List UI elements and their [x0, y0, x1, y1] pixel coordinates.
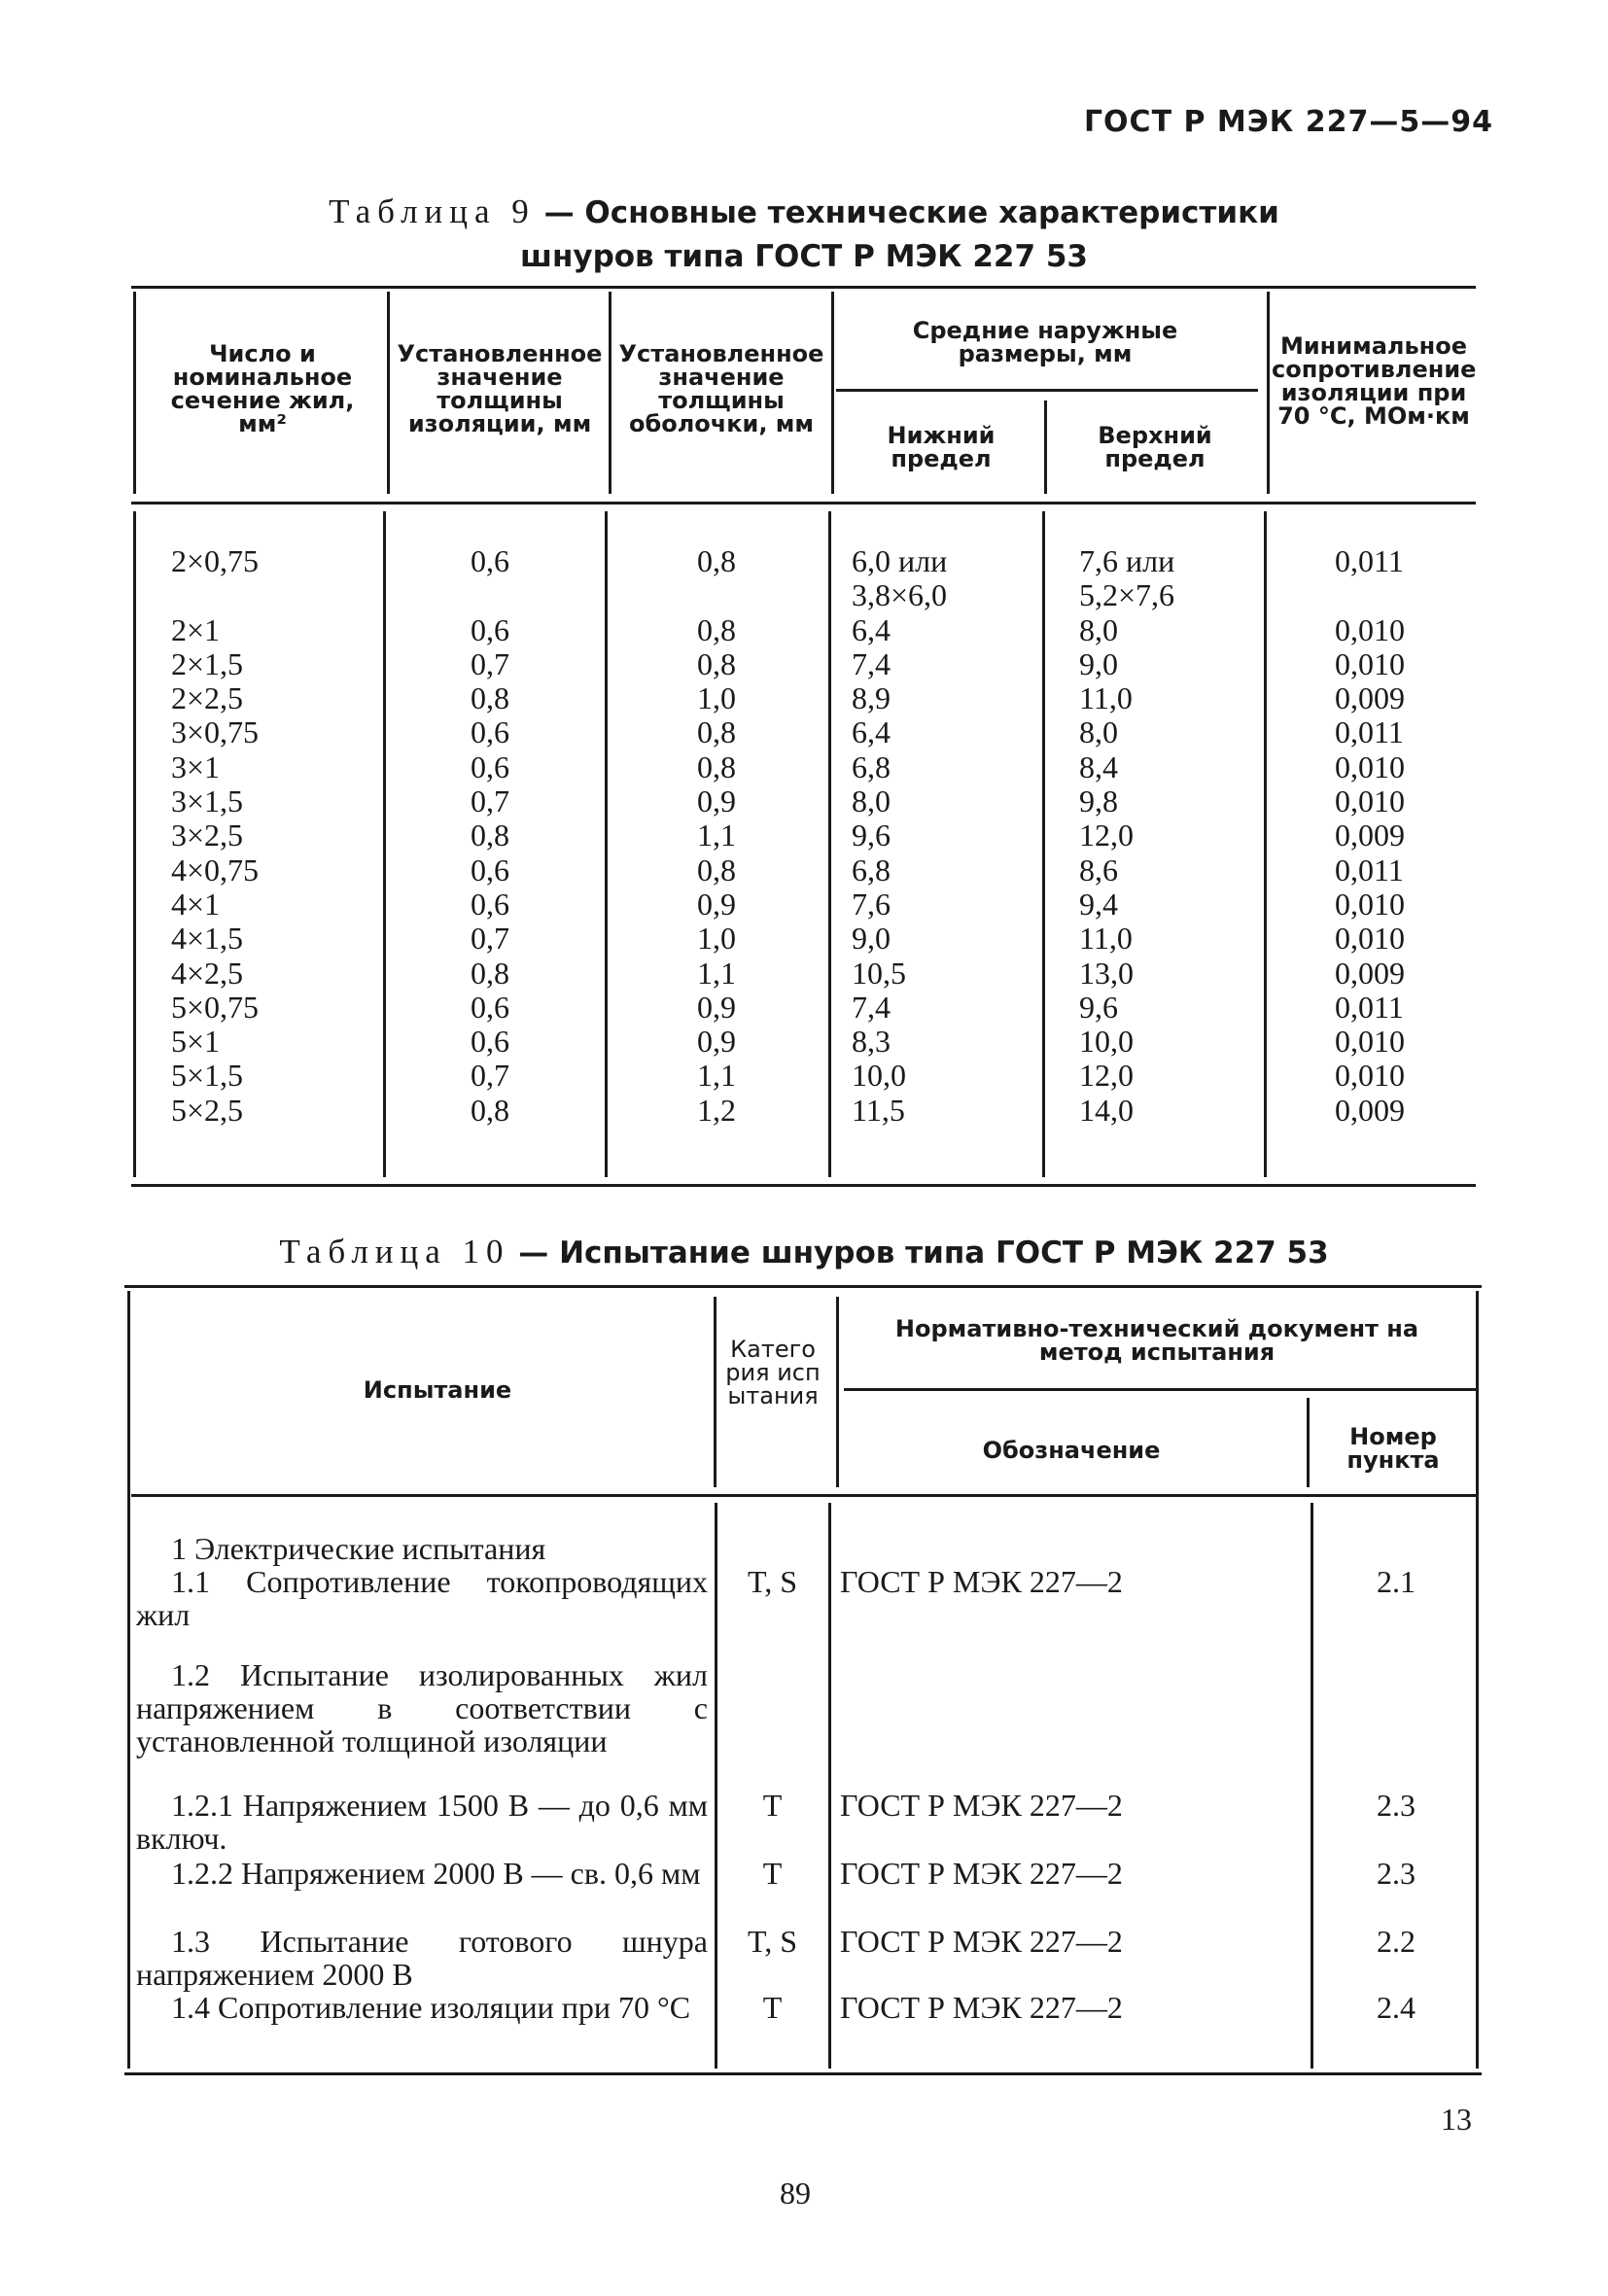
table10-header-clause: Номер пункта	[1346, 1423, 1440, 1474]
table9-cell: 0,011	[1335, 852, 1404, 887]
table9-vrule	[605, 511, 608, 1177]
table9-cell: 0,011	[1335, 989, 1404, 1025]
table9-cell: 3×1,5	[171, 783, 244, 819]
table9-header-lower: Нижний предел	[887, 422, 996, 472]
table10-header-category: Категория испытания	[725, 1336, 821, 1409]
table9-cell: 3×2,5	[171, 818, 244, 853]
document-standard-header: ГОСТ Р МЭК 227—5—94	[1083, 105, 1493, 139]
table9-cell: 1,0	[697, 680, 736, 716]
table10-vrule	[1311, 1503, 1313, 2069]
table9-vrule	[828, 511, 831, 1177]
table9-cell: 0,009	[1335, 955, 1405, 991]
table10-test-cell: 1 Электрические испытания	[171, 1531, 546, 1566]
table9-cell: 8,0	[1079, 611, 1118, 647]
table9-cell: 1,2	[697, 1092, 736, 1128]
table10-caption-text: — Испытание шнуров типа ГОСТ Р МЭК 227 53	[518, 1235, 1329, 1270]
table9-cell: 6,4	[852, 611, 891, 647]
table9-vrule	[383, 511, 386, 1177]
table10-designation-cell: ГОСТ Р МЭК 227—2	[840, 1788, 1123, 1823]
table9-cell: 4×0,75	[171, 852, 260, 887]
table9-vrule	[133, 292, 136, 494]
table9-col-cores	[171, 544, 259, 1128]
table10-header-rule	[131, 1494, 1478, 1497]
table10-header-doc: Нормативно-технический документ на метод испытания	[894, 1315, 1419, 1366]
table9-cell	[471, 578, 509, 612]
table9-vrule	[133, 511, 136, 1177]
table9-cell: 3×0,75	[171, 714, 260, 750]
table9-cell: 0,009	[1335, 818, 1405, 853]
table9-cell: 6,8	[852, 852, 891, 887]
table10-category-cell: T, S	[748, 1564, 797, 1599]
table10-test-cell: 1.1 Сопротивление токопроводящих жил	[136, 1564, 708, 1632]
table9-bottom-rule	[131, 1184, 1476, 1187]
table9-cell: 0,9	[697, 1024, 736, 1060]
table9-cell: 0,8	[697, 645, 736, 681]
table9-cell: 0,8	[697, 748, 736, 784]
table10-clause-cell: 2.2	[1377, 1924, 1416, 1959]
table9-cell: 3,8×6,0	[852, 577, 948, 613]
table9-cell: 6,4	[852, 714, 891, 750]
table10-category-cell: T	[762, 1856, 783, 1891]
table10-bottom-rule	[124, 2072, 1482, 2075]
table9-vrule	[1044, 400, 1047, 494]
table9-cell: 12,0	[1079, 818, 1134, 853]
table9-cell: 0,7	[471, 645, 509, 681]
table9-cell: 0,6	[471, 989, 509, 1025]
table9-header-insulation: Установленное значение толщины изоляции, мм	[397, 340, 603, 437]
table9-cell: 11,0	[1079, 921, 1133, 957]
table10-designation-cell: ГОСТ Р МЭК 227—2	[840, 1564, 1123, 1599]
page-number-global: 89	[780, 2175, 811, 2210]
table9-cell: 2×2,5	[171, 680, 244, 716]
table9-cell: 0,8	[697, 714, 736, 750]
table10-vrule	[127, 1291, 130, 2069]
table9-cell: 0,6	[471, 543, 509, 578]
table9-cell: 7,6	[852, 886, 891, 922]
table9-col-lower	[852, 544, 947, 1128]
table9-vrule	[1267, 292, 1270, 494]
table9-cell: 10,0	[852, 1058, 906, 1094]
table9-cell: 5×1	[171, 1024, 221, 1060]
table10-vrule	[1476, 1291, 1479, 2069]
table9-cell: 9,0	[1079, 645, 1118, 681]
table10-clause-cell: 2.4	[1377, 1990, 1416, 2025]
table10-top-rule	[124, 1285, 1482, 1288]
table9-cell: 8,9	[852, 680, 891, 716]
table10-clause-cell: 2.3	[1377, 1788, 1416, 1823]
table9-cell: 9,8	[1079, 783, 1118, 819]
table9-cell: 0,011	[1335, 714, 1404, 750]
table9-cell: 4×2,5	[171, 955, 244, 991]
table9-cell: 1,1	[697, 818, 736, 853]
table9-cell: 5,2×7,6	[1079, 577, 1175, 613]
table9-vrule	[387, 292, 390, 494]
table9-top-rule	[131, 286, 1476, 289]
table9-cell: 2×1,5	[171, 645, 244, 681]
table10-category-cell: T	[762, 1788, 783, 1823]
table10-test-cell: 1.2 Испытание изолированных жил напряжением в соответствии с установленной толщиной изоляции	[136, 1657, 708, 1758]
table9-cell: 9,4	[1079, 886, 1118, 922]
table9-caption	[0, 191, 1608, 234]
table10-clause-cell: 2.1	[1377, 1564, 1416, 1599]
table9-cell: 6,8	[852, 748, 891, 784]
table9-cell: 0,010	[1335, 886, 1405, 922]
table9-cell: 0,9	[697, 989, 736, 1025]
table9-cell: 13,0	[1079, 955, 1134, 991]
table9-cell: 8,0	[852, 783, 891, 819]
table9-vrule	[1264, 511, 1267, 1177]
table9-cell: 5×2,5	[171, 1092, 244, 1128]
table10-vrule	[715, 1503, 717, 2069]
table9-cell: 11,5	[852, 1092, 905, 1128]
table9-cell: 8,4	[1079, 748, 1118, 784]
table10-vrule	[1307, 1398, 1310, 1487]
table10-caption-label: Таблица 10	[279, 1233, 510, 1270]
table10-doc-rule	[844, 1388, 1478, 1391]
table9-cell: 9,6	[1079, 989, 1118, 1025]
table10-test-cell: 1.3 Испытание готового шнура напряжением 2000 В	[136, 1924, 708, 1992]
table10-vrule	[836, 1297, 839, 1487]
table9-header-cores: Число и номинальное сечение жил, мм²	[170, 340, 355, 437]
table9-cell: 7,4	[852, 645, 891, 681]
table9-cell: 7,6 или	[1079, 543, 1175, 578]
table9-cell: 12,0	[1079, 1058, 1134, 1094]
table9-cell: 5×1,5	[171, 1058, 244, 1094]
table10-test-cell: 1.4 Сопротивление изоляции при 70 °С	[171, 1990, 691, 2025]
table9-cell: 0,7	[471, 1058, 509, 1094]
table9-col-sheath	[697, 544, 736, 1128]
table10-designation-cell: ГОСТ Р МЭК 227—2	[840, 1924, 1123, 1959]
table10-clause-cell: 2.3	[1377, 1856, 1416, 1891]
table9-header-sheath: Установленное значение толщины оболочки, мм	[618, 340, 824, 437]
table9-cell: 0,8	[471, 818, 509, 853]
table10-designation-cell: ГОСТ Р МЭК 227—2	[840, 1856, 1123, 1891]
table9-cell: 0,8	[471, 955, 509, 991]
table9-cell: 0,6	[471, 611, 509, 647]
table9-dimensions-rule	[836, 389, 1258, 392]
table9-cell: 0,010	[1335, 611, 1405, 647]
table9-cell: 3×1	[171, 748, 221, 784]
table9-cell: 11,0	[1079, 680, 1133, 716]
table9-col-upper	[1079, 544, 1174, 1128]
page-number-local: 13	[1441, 2102, 1472, 2137]
table9-caption-text: — Основные технические характеристики	[543, 195, 1279, 230]
table9-cell: 8,3	[852, 1024, 891, 1060]
table9-cell: 10,5	[852, 955, 906, 991]
table10-vrule	[828, 1503, 831, 2069]
table9-cell: 0,8	[697, 852, 736, 887]
table9-cell: 8,0	[1079, 714, 1118, 750]
table9-cell: 0,6	[471, 852, 509, 887]
table9-cell: 0,8	[471, 1092, 509, 1128]
table9-cell: 0,011	[1335, 543, 1404, 578]
table9-cell: 9,6	[852, 818, 891, 853]
table9-cell: 0,010	[1335, 1024, 1405, 1060]
table9-cell: 5×0,75	[171, 989, 260, 1025]
table10-header-test: Испытание	[363, 1376, 512, 1404]
table9-header-rule	[131, 502, 1476, 504]
table10-category-cell: T, S	[748, 1924, 797, 1959]
table9-cell: 0,010	[1335, 1058, 1405, 1094]
table9-header-dimensions: Средние наружные размеры, мм	[912, 317, 1178, 367]
table9-cell: 0,8	[697, 611, 736, 647]
table9-cell	[697, 578, 736, 612]
table9-col-resistance	[1335, 544, 1405, 1128]
table10-category-cell: T	[762, 1990, 783, 2025]
table9-cell: 7,4	[852, 989, 891, 1025]
table9-cell: 4×1,5	[171, 921, 244, 957]
table9-cell: 0,010	[1335, 921, 1405, 957]
table9-cell	[1335, 578, 1405, 612]
table9-cell: 0,7	[471, 783, 509, 819]
table9-col-insulation	[471, 544, 509, 1128]
table9-cell: 0,7	[471, 921, 509, 957]
table9-cell: 0,009	[1335, 680, 1405, 716]
table10-caption	[0, 1231, 1608, 1274]
table9-cell: 1,0	[697, 921, 736, 957]
table9-cell: 0,9	[697, 886, 736, 922]
table10-designation-cell: ГОСТ Р МЭК 227—2	[840, 1990, 1123, 2025]
table9-cell: 9,0	[852, 921, 891, 957]
table10-vrule	[714, 1297, 717, 1487]
table10-header-designation: Обозначение	[982, 1437, 1161, 1464]
table9-cell: 0,010	[1335, 748, 1405, 784]
table9-cell: 0,8	[697, 543, 736, 578]
table9-cell: 14,0	[1079, 1092, 1134, 1128]
table10-test-cell: 1.2.2 Напряжением 2000 В — св. 0,6 мм	[171, 1856, 701, 1891]
table9-vrule	[609, 292, 612, 494]
table9-cell: 0,009	[1335, 1092, 1405, 1128]
table9-header-upper: Верхний предел	[1098, 422, 1212, 472]
table9-cell: 0,010	[1335, 783, 1405, 819]
table9-cell: 0,9	[697, 783, 736, 819]
table9-cell: 1,1	[697, 955, 736, 991]
table9-vrule	[831, 292, 834, 494]
table9-cell: 0,010	[1335, 645, 1405, 681]
table9-cell: 0,6	[471, 886, 509, 922]
table9-cell: 0,6	[471, 1024, 509, 1060]
table9-cell	[171, 578, 259, 612]
table9-cell: 0,6	[471, 714, 509, 750]
table9-cell: 2×1	[171, 611, 221, 647]
table9-cell: 6,0 или	[852, 543, 948, 578]
table9-cell: 10,0	[1079, 1024, 1134, 1060]
table9-cell: 1,1	[697, 1058, 736, 1094]
table9-header-resistance: Минимальное сопротивление изоляции при 70 °С, МОм·км	[1272, 332, 1477, 430]
table9-cell: 8,6	[1079, 852, 1118, 887]
table9-caption-label: Таблица 9	[329, 192, 536, 230]
table9-cell: 0,6	[471, 748, 509, 784]
table9-vrule	[1042, 511, 1045, 1177]
table9-caption-line2: шнуров типа ГОСТ Р МЭК 227 53	[520, 239, 1088, 274]
table9-cell: 4×1	[171, 886, 221, 922]
table9-cell: 0,8	[471, 680, 509, 716]
table10-test-cell: 1.2.1 Напряжением 1500 В — до 0,6 мм включ.	[136, 1788, 708, 1856]
table9-cell: 2×0,75	[171, 543, 260, 578]
